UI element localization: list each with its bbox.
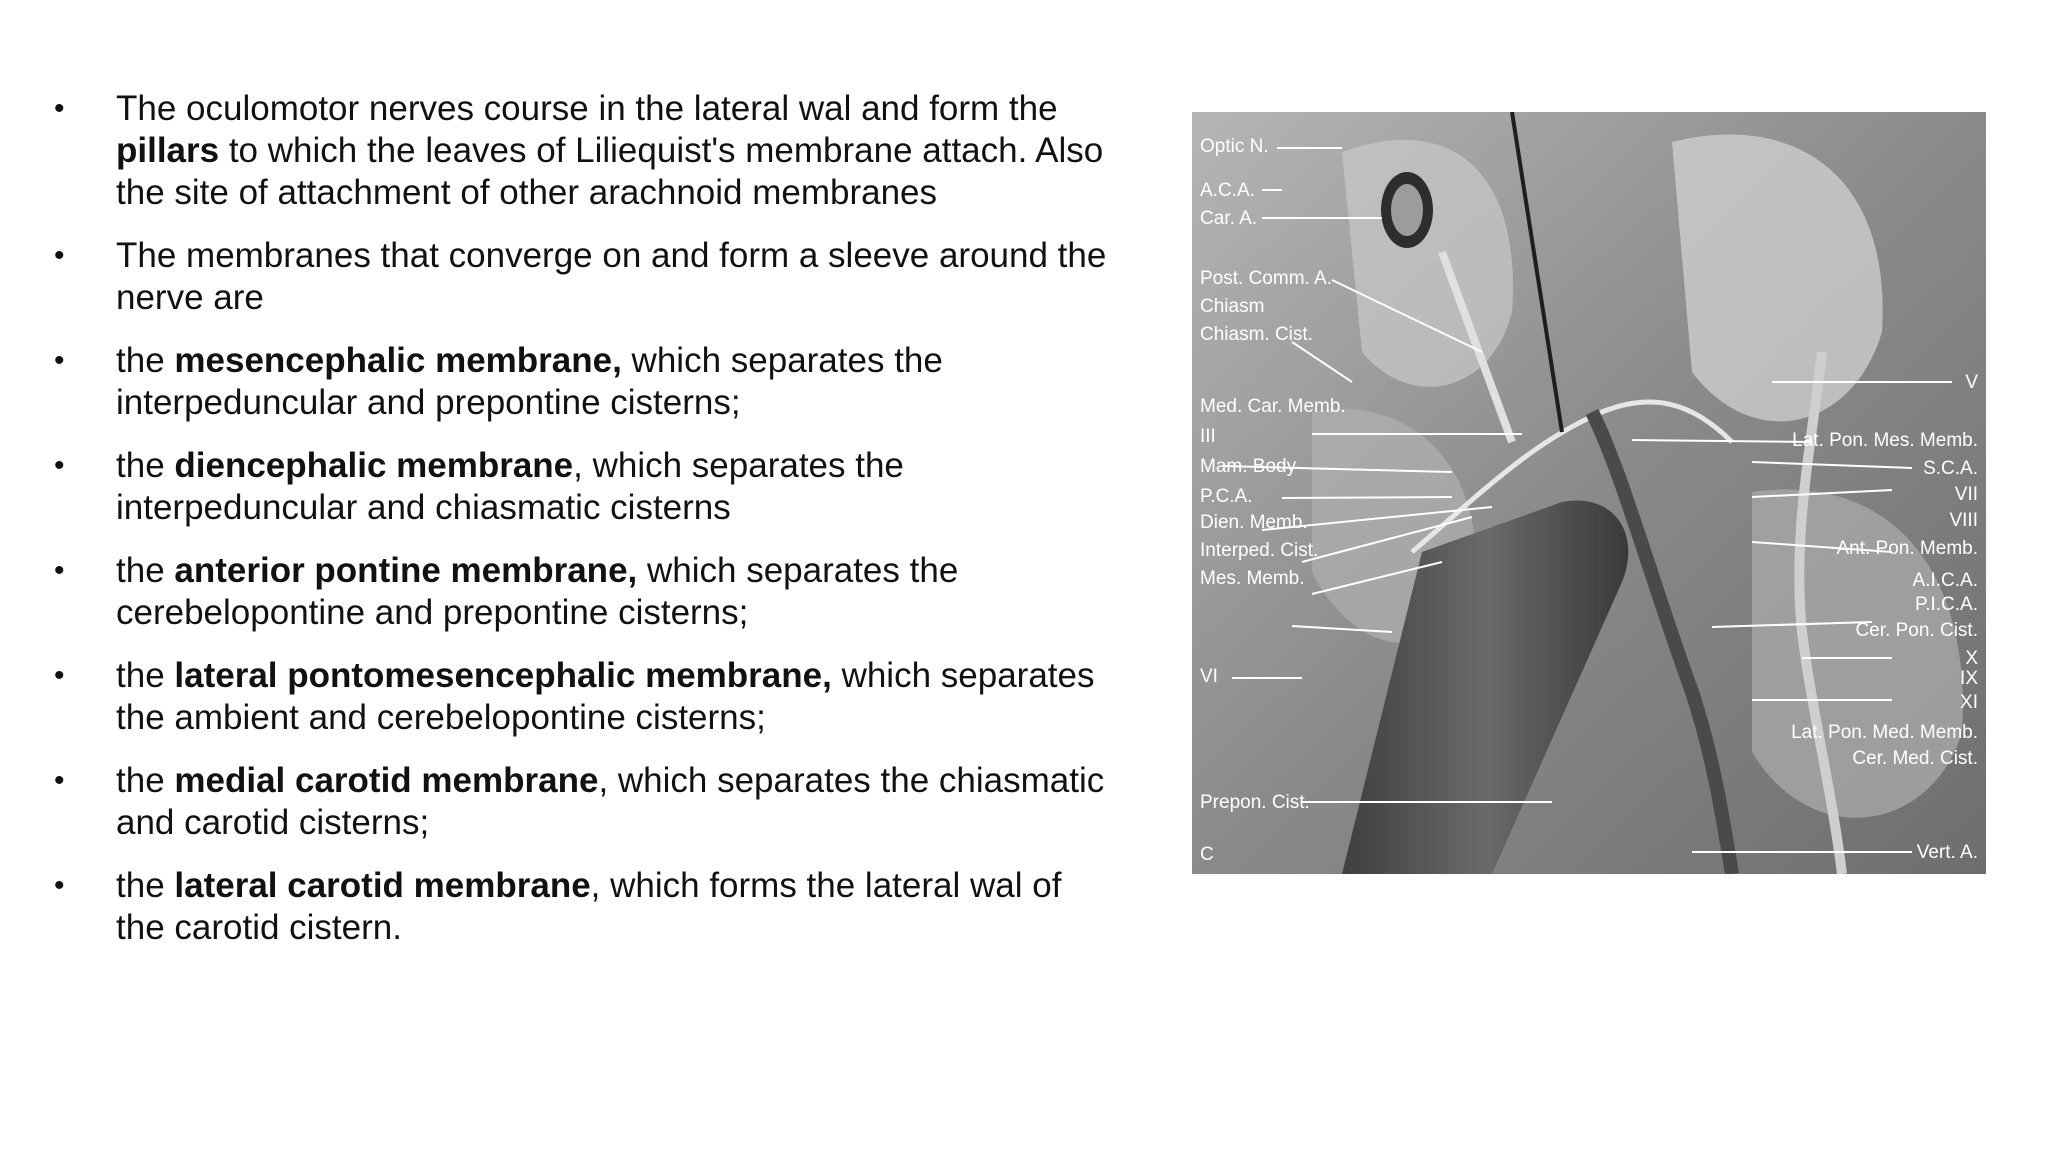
figure-label: Mam. Body — [1200, 456, 1297, 477]
anatomy-illustration — [1192, 112, 1986, 874]
figure-label: Lat. Pon. Med. Memb. — [1791, 722, 1978, 743]
bullet-bold-term: medial carotid membrane — [174, 761, 599, 800]
figure-label: Chiasm. Cist. — [1200, 324, 1313, 345]
figure-label: A.C.A. — [1200, 180, 1255, 201]
figure-label: Optic N. — [1200, 136, 1269, 157]
figure-label: Chiasm — [1200, 296, 1265, 317]
figure-label: Med. Car. Memb. — [1200, 396, 1346, 417]
bullet-text: the — [116, 761, 175, 800]
bullet-dot: • — [54, 344, 65, 377]
bullet-item — [48, 340, 1108, 424]
bullet-text: which separates the cerebelopontine and prepontine cisterns; — [116, 551, 959, 632]
bullet-dot: • — [54, 554, 65, 587]
figure-label: III — [1200, 426, 1216, 447]
bullet-bold-term: anterior pontine membrane, — [174, 551, 638, 590]
bullet-dot: • — [54, 449, 65, 482]
figure-label: A.I.C.A. — [1912, 570, 1978, 591]
figure-label: V — [1965, 372, 1978, 393]
bullet-text: the — [116, 551, 175, 590]
figure-label: Cer. Med. Cist. — [1852, 748, 1978, 769]
figure-label: S.C.A. — [1923, 458, 1978, 479]
bullet-text: to which the leaves of Liliequist's membrane attach. Also the site of attachment of other arachnoid membranes — [116, 131, 1104, 212]
bullet-item — [48, 550, 1108, 634]
bullet-text: the — [116, 446, 175, 485]
bullet-list — [48, 88, 1108, 970]
figure-label: Car. A. — [1200, 208, 1258, 229]
figure-label: VI — [1200, 666, 1218, 687]
bullet-text: The membranes that converge on and form a sleeve around the nerve are — [116, 236, 1107, 317]
bullet-bold-term: lateral pontomesencephalic membrane, — [174, 656, 832, 695]
bullet-item — [48, 655, 1108, 739]
bullet-text: which separates the interpeduncular and prepontine cisterns; — [116, 341, 943, 422]
figure-label: P.C.A. — [1200, 486, 1253, 507]
figure-label: Dien. Memb. — [1200, 512, 1308, 533]
bullet-text: , which separates the chiasmatic and carotid cisterns; — [116, 761, 1105, 842]
figure-label: P.I.C.A. — [1914, 594, 1978, 615]
figure-label: Cer. Pon. Cist. — [1855, 620, 1978, 641]
bullet-text: , which separates the interpeduncular and chiasmatic cisterns — [116, 446, 904, 527]
bullet-bold-term: pillars — [116, 131, 220, 170]
bullet-dot: • — [54, 659, 65, 692]
figure-label: VII — [1954, 484, 1978, 505]
bullet-item — [48, 865, 1108, 949]
bullet-text: the — [116, 866, 175, 905]
figure-label: Post. Comm. A. — [1200, 268, 1332, 289]
bullet-text: The oculomotor nerves course in the lateral wal and form the — [116, 89, 1058, 128]
figure-label: Mes. Memb. — [1200, 568, 1305, 589]
bullet-bold-term: lateral carotid membrane — [174, 866, 591, 905]
bullet-item — [48, 235, 1108, 319]
bullet-text: the — [116, 656, 175, 695]
bullet-dot: • — [54, 92, 65, 125]
figure-label: XI — [1960, 692, 1978, 713]
bullet-item — [48, 760, 1108, 844]
bullet-item — [48, 88, 1108, 214]
figure-label: Interped. Cist. — [1200, 540, 1319, 561]
bullet-dot: • — [54, 239, 65, 272]
bullet-bold-term: diencephalic membrane — [174, 446, 574, 485]
bullet-text: the — [116, 341, 175, 380]
bullet-text: , which forms the lateral wal of the carotid cistern. — [116, 866, 1062, 947]
figure-label: X — [1965, 648, 1978, 669]
figure-label: Ant. Pon. Memb. — [1836, 538, 1978, 559]
anatomy-figure — [1192, 112, 1986, 874]
figure-label: Vert. A. — [1916, 842, 1978, 863]
figure-label: C — [1200, 844, 1214, 865]
bullet-text: which separates the ambient and cerebelopontine cisterns; — [116, 656, 1095, 737]
figure-label: Prepon. Cist. — [1200, 792, 1310, 813]
bullet-dot: • — [54, 764, 65, 797]
bullet-bold-term: mesencephalic membrane, — [174, 341, 622, 380]
figure-label: IX — [1960, 668, 1978, 689]
bullet-dot: • — [54, 869, 65, 902]
vessel-lumen — [1391, 184, 1423, 236]
figure-label: Lat. Pon. Mes. Memb. — [1792, 430, 1978, 451]
figure-label: VIII — [1949, 510, 1978, 531]
bullet-item — [48, 445, 1108, 529]
